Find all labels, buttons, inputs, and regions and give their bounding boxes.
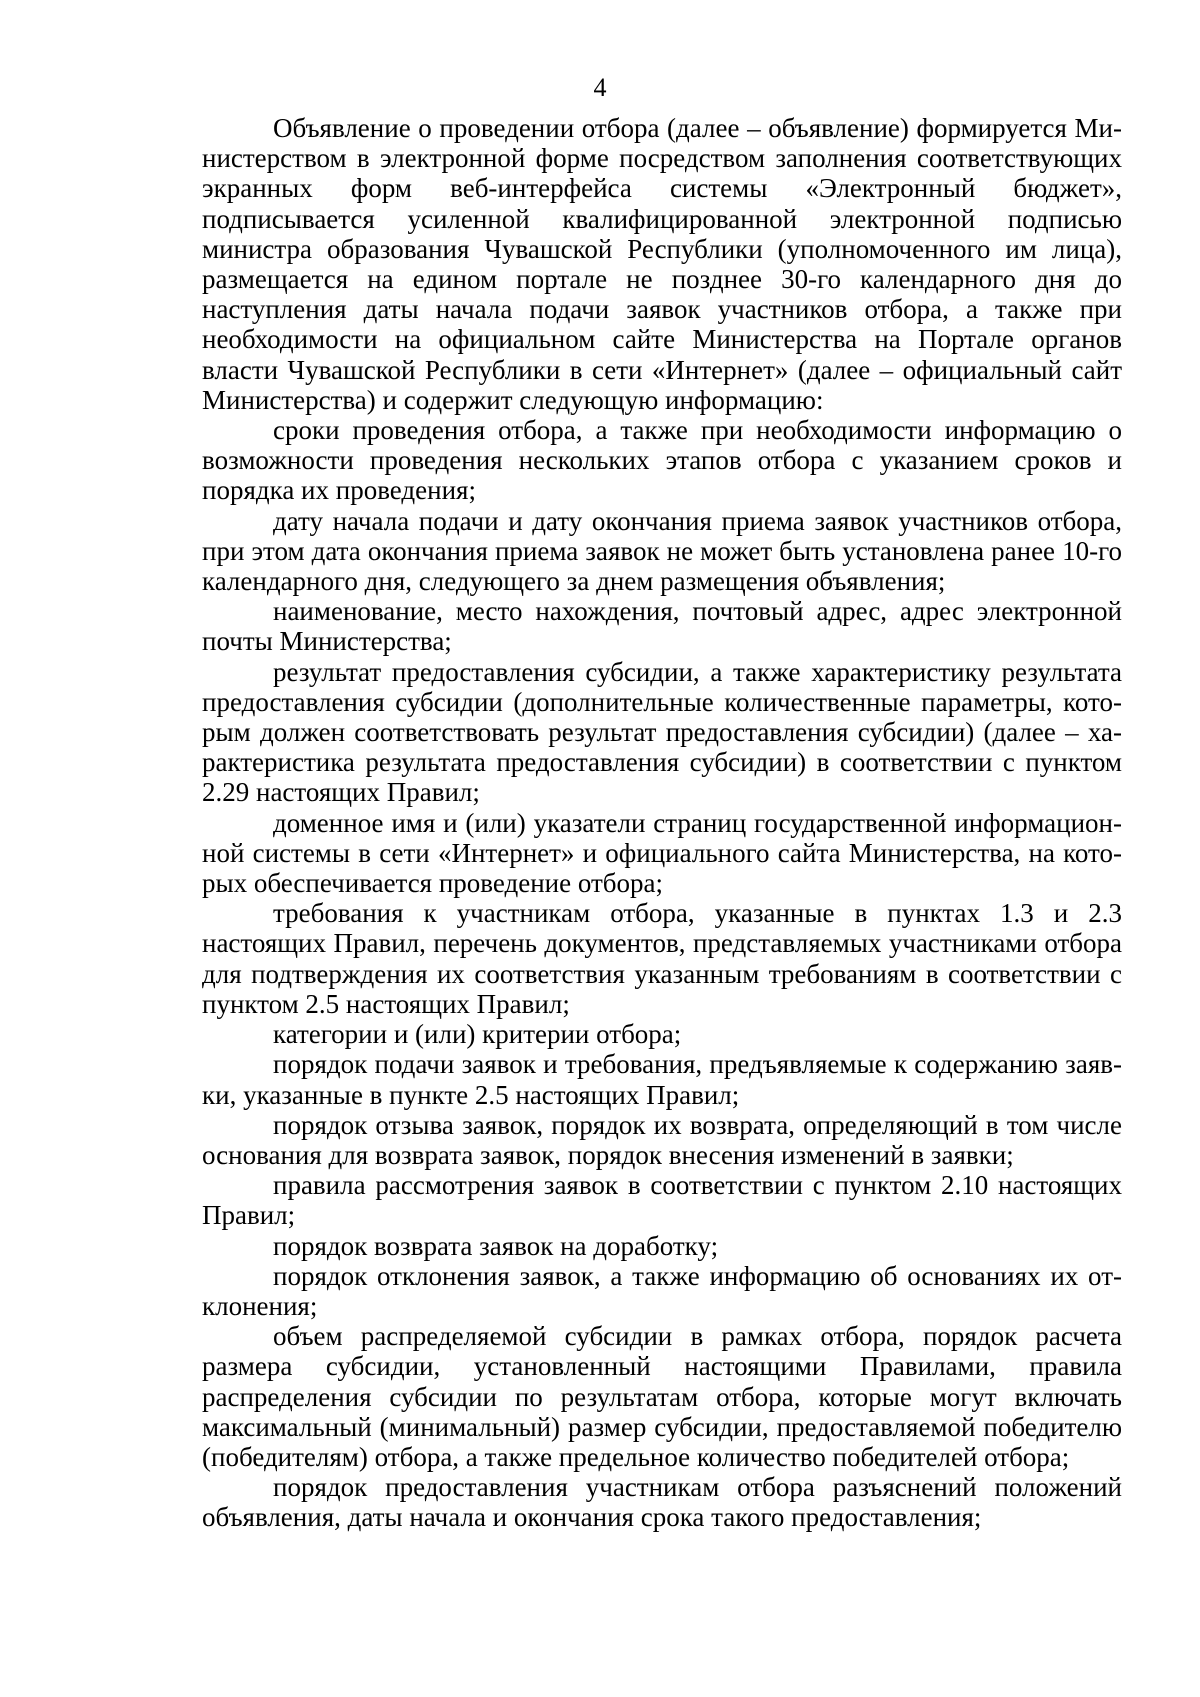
paragraph: категории и (или) критерии отбора;	[273, 1019, 682, 1050]
paragraph: требования к участникам отбора, указанные в пунктах 1.3 и 2.3 настоящих Правил, перечень документов, представляемых участниками отбора для подтверждения их соответствия указанным требованиям в соответствии с пунктом 2.5 настоящих Правил;	[202, 898, 1122, 1019]
paragraph: объем распределяемой субсидии в рамках отбора, порядок расчета размера субсидии, установленный настоящими Правилами, правила распределения субсидии по результатам отбора, которые могут включать максимальный (минимальный) размер субсидии, предоставляемой победителю (победителям) отбора, а также предельное количество победителей отбора;	[202, 1321, 1122, 1472]
paragraph: порядок предоставления участникам отбора разъяснений положений объявления, даты начала и окончания срока такого предоставления;	[202, 1472, 1122, 1533]
document-body	[202, 113, 1122, 1533]
paragraph: результат предоставления субсидии, а также характеристику результата предоставления субсидии (дополнительные количественные параметры, которым должен соответствовать результат предоставления субсидии) (далее – характеристика результата предоставления субсидии) в соответствии с пунктом 2.29 настоящих Правил;	[202, 656, 1122, 808]
paragraph: порядок отзыва заявок, порядок их возврата, определяющий в том числе основания для возврата заявок, порядок внесения изменений в заявки;	[202, 1109, 1122, 1170]
paragraph: Объявление о проведении отбора (далее – объявление) формируется Министерством в электронной форме посредством заполнения соответствующих экранных форм веб-интерфейса системы «Электронный бюджет», подписывается усиленной квалифицированной электронной подписью министра образования Чувашской Республики (уполномоченного им лица), размещается на едином портале не позднее 30-го календарного дня до наступления даты начала подачи заявок участников отбора, а также при необходимости на официальном сайте Министерства на Портале органов власти Чувашской Республики в сети «Интернет» (далее – официальный сайт Министерства) и содержит следующую информацию:	[202, 113, 1122, 415]
paragraph: порядок подачи заявок и требования, предъявляемые к содержанию заявки, указанные в пункте 2.5 настоящих Правил;	[202, 1049, 1122, 1110]
paragraph: правила рассмотрения заявок в соответствии с пунктом 2.10 настоящих Правил;	[202, 1170, 1122, 1231]
paragraph: порядок возврата заявок на доработку;	[273, 1230, 719, 1261]
paragraph: наименование, место нахождения, почтовый адрес, адрес электронной почты Министерства;	[202, 596, 1122, 657]
paragraph: порядок отклонения заявок, а также информацию об основаниях их отклонения;	[202, 1260, 1122, 1321]
paragraph: сроки проведения отбора, а также при необходимости информацию о возможности проведения нескольких этапов отбора с указанием сроков и порядка их проведения;	[202, 415, 1122, 506]
paragraph: дату начала подачи и дату окончания приема заявок участников отбора, при этом дата окончания приема заявок не может быть установлена ранее 10-го календарного дня, следующего за днем размещения объявления;	[202, 505, 1122, 597]
paragraph: доменное имя и (или) указатели страниц государственной информационной системы в сети «Интернет» и официального сайта Министерства, на которых обеспечивается проведение отбора;	[202, 807, 1122, 899]
page-number: 4	[593, 73, 607, 102]
